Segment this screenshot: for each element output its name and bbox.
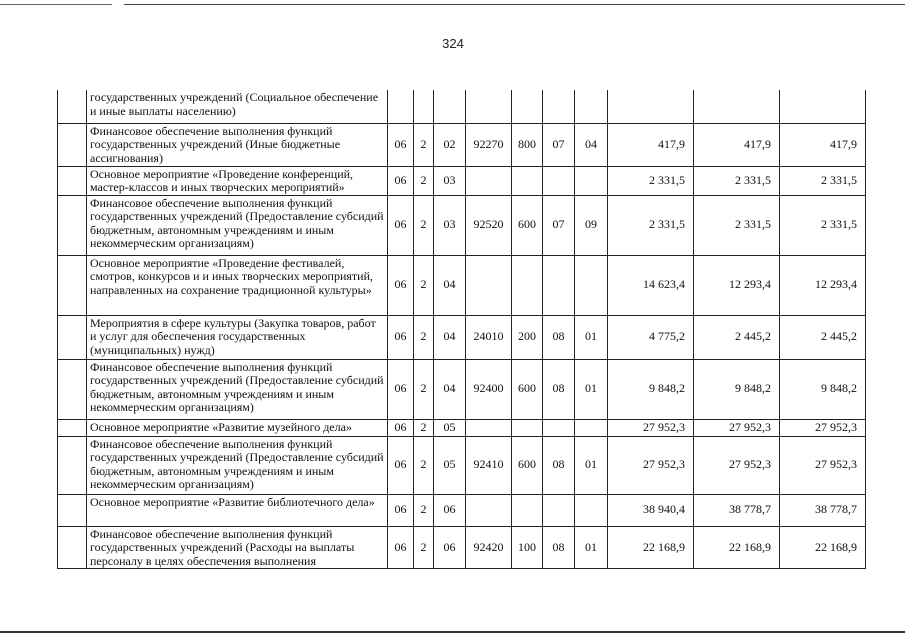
amount-year-1: 22 168,9 [608, 526, 694, 569]
amount-year-2: 12 293,4 [694, 255, 780, 315]
amount-year-2: 22 168,9 [694, 526, 780, 569]
row-number-cell [58, 315, 87, 359]
row-description: Финансовое обеспечение выполнения функций государственных учреждений (Предоставление субсидий бюджетным, автономным учреждениям и иным некоммерческим организациям) [87, 436, 388, 494]
subsection-code [575, 419, 608, 436]
section-code: 08 [543, 436, 575, 494]
amount-year-1: 27 952,3 [608, 419, 694, 436]
event-code: 04 [434, 359, 466, 419]
subprogram-code: 2 [414, 255, 434, 315]
subsection-code: 09 [575, 195, 608, 255]
program-code: 06 [388, 123, 414, 166]
subsection-code: 01 [575, 359, 608, 419]
subsection-code: 01 [575, 526, 608, 569]
subprogram-code: 2 [414, 359, 434, 419]
program-code [388, 90, 414, 123]
event-code: 04 [434, 255, 466, 315]
amount-year-1: 2 331,5 [608, 195, 694, 255]
event-code: 03 [434, 195, 466, 255]
table-row [58, 419, 866, 436]
expense-type-code: 100 [512, 526, 543, 569]
expense-type-code: 800 [512, 123, 543, 166]
amount-year-1: 4 775,2 [608, 315, 694, 359]
table-row [58, 123, 866, 166]
event-code: 05 [434, 436, 466, 494]
bottom-rule [0, 631, 905, 633]
direction-code: 24010 [466, 315, 512, 359]
table-row [58, 526, 866, 569]
budget-table [57, 90, 866, 569]
section-code: 07 [543, 195, 575, 255]
amount-year-1: 9 848,2 [608, 359, 694, 419]
expense-type-code [512, 166, 543, 195]
event-code: 03 [434, 166, 466, 195]
event-code: 02 [434, 123, 466, 166]
amount-year-2: 2 331,5 [694, 195, 780, 255]
row-description: Финансовое обеспечение выполнения функций государственных учреждений (Иные бюджетные ассигнования) [87, 123, 388, 166]
amount-year-2: 417,9 [694, 123, 780, 166]
event-code: 06 [434, 526, 466, 569]
section-code [543, 494, 575, 526]
section-code: 08 [543, 526, 575, 569]
direction-code [466, 166, 512, 195]
expense-type-code: 600 [512, 359, 543, 419]
amount-year-3 [780, 90, 866, 123]
table-row [58, 315, 866, 359]
row-description: Финансовое обеспечение выполнения функций государственных учреждений (Предоставление субсидий бюджетным, автономным учреждениям и иным некоммерческим организациям) [87, 195, 388, 255]
expense-type-code [512, 255, 543, 315]
row-number-cell [58, 195, 87, 255]
direction-code: 92270 [466, 123, 512, 166]
amount-year-1: 417,9 [608, 123, 694, 166]
amount-year-3: 2 445,2 [780, 315, 866, 359]
row-description: Основное мероприятие «Проведение конференций, мастер-классов и иных творческих мероприятий» [87, 166, 388, 195]
event-code: 06 [434, 494, 466, 526]
row-number-cell [58, 90, 87, 123]
amount-year-1: 14 623,4 [608, 255, 694, 315]
expense-type-code: 200 [512, 315, 543, 359]
direction-code: 92520 [466, 195, 512, 255]
expense-type-code [512, 419, 543, 436]
direction-code: 92400 [466, 359, 512, 419]
table-row [58, 255, 866, 315]
amount-year-2 [694, 90, 780, 123]
program-code: 06 [388, 255, 414, 315]
row-number-cell [58, 494, 87, 526]
amount-year-3: 2 331,5 [780, 166, 866, 195]
section-code: 08 [543, 359, 575, 419]
subprogram-code: 2 [414, 166, 434, 195]
row-number-cell [58, 436, 87, 494]
amount-year-2: 2 445,2 [694, 315, 780, 359]
top-rule [124, 4, 905, 5]
amount-year-2: 27 952,3 [694, 419, 780, 436]
program-code: 06 [388, 436, 414, 494]
subsection-code: 01 [575, 436, 608, 494]
expense-type-code [512, 494, 543, 526]
event-code [434, 90, 466, 123]
expense-type-code [512, 90, 543, 123]
program-code: 06 [388, 359, 414, 419]
section-code [543, 419, 575, 436]
amount-year-1: 38 940,4 [608, 494, 694, 526]
row-description: Основное мероприятие «Развитие музейного дела» [87, 419, 388, 436]
expense-type-code: 600 [512, 436, 543, 494]
table-row [58, 90, 866, 123]
row-description: Основное мероприятие «Проведение фестивалей, смотров, конкурсов и и иных творческих мероприятий, направленных на сохранение традиционной культуры» [87, 255, 388, 315]
table-row [58, 359, 866, 419]
section-code [543, 255, 575, 315]
program-code: 06 [388, 166, 414, 195]
subprogram-code: 2 [414, 436, 434, 494]
amount-year-2: 2 331,5 [694, 166, 780, 195]
subprogram-code: 2 [414, 123, 434, 166]
amount-year-2: 9 848,2 [694, 359, 780, 419]
row-description: Основное мероприятие «Развитие библиотечного дела» [87, 494, 388, 526]
amount-year-3: 12 293,4 [780, 255, 866, 315]
direction-code [466, 494, 512, 526]
amount-year-3: 417,9 [780, 123, 866, 166]
table-row [58, 494, 866, 526]
direction-code: 92420 [466, 526, 512, 569]
subprogram-code: 2 [414, 494, 434, 526]
subprogram-code: 2 [414, 526, 434, 569]
amount-year-3: 38 778,7 [780, 494, 866, 526]
event-code: 04 [434, 315, 466, 359]
program-code: 06 [388, 494, 414, 526]
direction-code [466, 255, 512, 315]
section-code [543, 166, 575, 195]
section-code [543, 90, 575, 123]
table-row [58, 166, 866, 195]
amount-year-3: 22 168,9 [780, 526, 866, 569]
row-description: государственных учреждений (Социальное обеспечение и иные выплаты населению) [87, 90, 388, 123]
direction-code [466, 419, 512, 436]
amount-year-3: 2 331,5 [780, 195, 866, 255]
row-description: Финансовое обеспечение выполнения функций государственных учреждений (Расходы на выплаты персоналу в целях обеспечения выполнения [87, 526, 388, 569]
row-number-cell [58, 359, 87, 419]
subsection-code [575, 494, 608, 526]
program-code: 06 [388, 526, 414, 569]
row-number-cell [58, 166, 87, 195]
amount-year-3: 27 952,3 [780, 436, 866, 494]
program-code: 06 [388, 315, 414, 359]
table-row [58, 195, 866, 255]
amount-year-3: 9 848,2 [780, 359, 866, 419]
direction-code: 92410 [466, 436, 512, 494]
expense-type-code: 600 [512, 195, 543, 255]
amount-year-1: 2 331,5 [608, 166, 694, 195]
subsection-code [575, 255, 608, 315]
amount-year-3: 27 952,3 [780, 419, 866, 436]
row-description: Финансовое обеспечение выполнения функций государственных учреждений (Предоставление субсидий бюджетным, автономным учреждениям и иным некоммерческим организациям) [87, 359, 388, 419]
amount-year-1: 27 952,3 [608, 436, 694, 494]
subprogram-code [414, 90, 434, 123]
row-number-cell [58, 526, 87, 569]
row-number-cell [58, 419, 87, 436]
amount-year-2: 38 778,7 [694, 494, 780, 526]
subsection-code: 01 [575, 315, 608, 359]
section-code: 08 [543, 315, 575, 359]
row-description: Мероприятия в сфере культуры (Закупка товаров, работ и услуг для обеспечения государственных (муниципальных) нужд) [87, 315, 388, 359]
section-code: 07 [543, 123, 575, 166]
amount-year-1 [608, 90, 694, 123]
page-number: 324 [442, 36, 464, 51]
program-code: 06 [388, 419, 414, 436]
subprogram-code: 2 [414, 195, 434, 255]
table-row [58, 436, 866, 494]
subsection-code [575, 90, 608, 123]
subsection-code: 04 [575, 123, 608, 166]
direction-code [466, 90, 512, 123]
top-rule-left [0, 4, 112, 5]
row-number-cell [58, 123, 87, 166]
subprogram-code: 2 [414, 419, 434, 436]
row-number-cell [58, 255, 87, 315]
subprogram-code: 2 [414, 315, 434, 359]
amount-year-2: 27 952,3 [694, 436, 780, 494]
program-code: 06 [388, 195, 414, 255]
subsection-code [575, 166, 608, 195]
event-code: 05 [434, 419, 466, 436]
